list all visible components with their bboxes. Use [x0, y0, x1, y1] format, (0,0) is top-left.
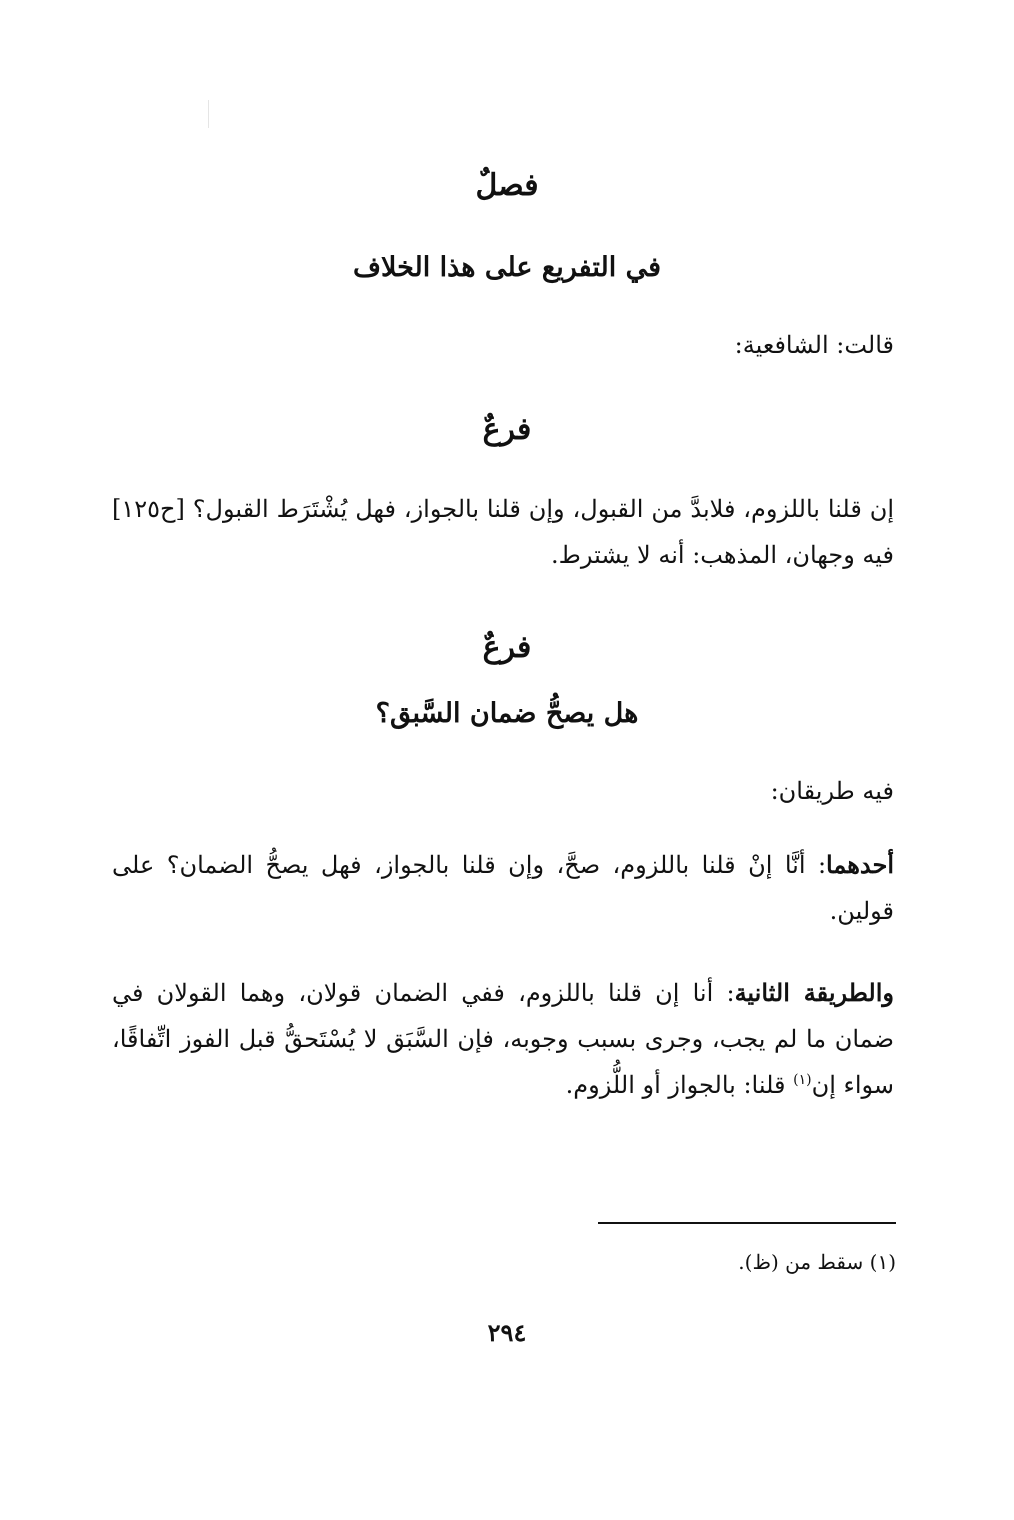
paragraph-3-text: : أنا إن قلنا باللزوم، ففي الضمان قولان، وهما القولان في ضمان ما لم يجب، وجرى بسبب وجوبه، فإن السَّبَق لا يُسْتَحقُّ قبل الفوز اتِّفاقًا، سواء إن — [112, 979, 894, 1099]
page-number: ٢٩٤ — [487, 1318, 527, 1347]
paragraph-2-text: : أنَّا إنْ قلنا باللزوم، صحَّ، وإن قلنا بالجواز، فهل يصحُّ الضمان؟ على قولين. — [112, 851, 894, 925]
paragraph-3-text-end: قلنا: بالجواز أو اللُّزوم. — [565, 1071, 794, 1099]
paragraph-2 — [112, 842, 894, 934]
footnote-marker: (١) — [793, 1072, 812, 1088]
paragraph-3-lead: والطريقة الثانية — [734, 978, 894, 1007]
section-subtitle-2: هل يصحُّ ضمان السَّبق؟ — [375, 698, 639, 729]
section-heading-1: فرعٌ — [482, 412, 532, 447]
section-heading-2: فرعٌ — [482, 630, 532, 665]
paragraph-3 — [112, 970, 894, 1108]
section-intro: فيه طريقان: — [770, 777, 894, 805]
scan-mark — [208, 100, 209, 128]
chapter-heading: فصلٌ — [475, 168, 539, 203]
paragraph-1: إن قلنا باللزوم، فلابدَّ من القبول، وإن قلنا بالجواز، فهل يُشْتَرَط القبول؟ [ح١٢٥] فيه وجهان، المذهب: أنه لا يشترط. — [112, 495, 894, 569]
chapter-subtitle: في التفريع على هذا الخلاف — [352, 252, 662, 283]
paragraph-2-lead: أحدهما — [826, 850, 894, 879]
footnote-divider — [598, 1222, 896, 1224]
footnote: (١) سقط من (ظ). — [738, 1250, 896, 1274]
intro-line: قالت: الشافعية: — [734, 331, 894, 359]
